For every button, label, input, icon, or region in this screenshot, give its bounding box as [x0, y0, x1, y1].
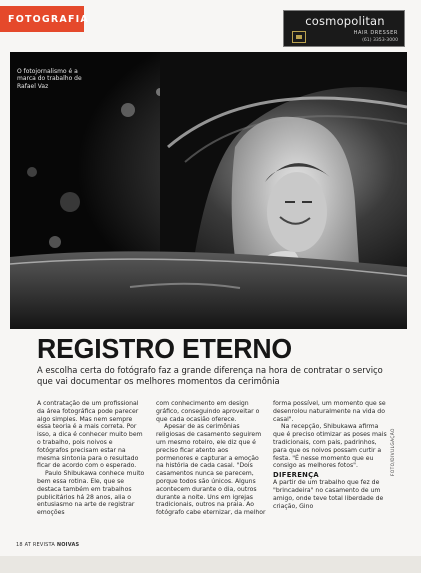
- article-title: REGISTRO ETERNO: [37, 333, 292, 364]
- page-folio: [16, 542, 79, 548]
- article-column-2: [156, 400, 266, 517]
- page-edge: [0, 556, 421, 573]
- body-paragraph: Paulo Shibukawa conhece muito bem essa rotina. Ele, que se destaca também em trabalhos publicitários há 28 anos, alia o entusiasmo na arte de registrar emoções: [37, 470, 145, 517]
- body-paragraph: A contratação de um profissional da área fotográfica pode parecer algo simples. Mas nem sempre essa teoria é a mais correta. Por isso, a dica é conhecer muito bem o trabalho, pois noivos e fotógrafos precisam estar na mesma sintonia para o resultado ficar de acordo com o esperado.: [37, 400, 143, 470]
- advertiser-phone: (61) 3353-3000: [362, 38, 398, 43]
- body-paragraph: Na recepção, Shibukawa afirma que é preciso otimizar as poses mais tradicionais, com pais, padrinhos, para que os noivos possam curtir a festa. "É nesse momento que eu consigo as melhores fotos".: [273, 423, 387, 470]
- advertiser-subtitle: HAIR DRESSER: [353, 30, 398, 36]
- bride-photo: [10, 52, 407, 329]
- body-paragraph: com conhecimento em design gráfico, conseguindo aproveitar o que cada ocasião oferece.: [156, 400, 260, 423]
- body-paragraph: forma possível, um momento que se desenrolou naturalmente na vida do casal".: [273, 400, 386, 423]
- advertiser-emblem-icon: [292, 31, 306, 43]
- photo-credit: FOTO/DIVULGAÇÃO: [391, 428, 396, 476]
- section-tag: FOTOGRAFIA: [0, 6, 84, 32]
- article-deck: A escolha certa do fotógrafo faz a grande diferença na hora de contratar o serviço que vai documentar os melhores momentos da cerimônia: [37, 365, 383, 386]
- body-paragraph: A partir de um trabalho que fez de "brincadeira" no casamento de um amigo, onde teve total liberdade de criação, Gino: [273, 479, 384, 510]
- publication-name: AT REVISTA: [24, 542, 56, 548]
- body-paragraph: Apesar de as cerimônias religiosas de casamento seguirem um mesmo roteiro, ele diz que é preciso ficar atento aos pormenores e capturar a emoção na história de cada casal. "Dois casamentos nunca se parecem, porque todos são únicos. Alguns acontecem durante o dia, outros durante a noite. Uns em igrejas tradicionais, outros na praia. Ao fotógrafo cabe eternizar, da melhor: [156, 423, 266, 517]
- photo-caption: O fotojornalismo é a marca do trabalho de Rafael Vaz: [17, 68, 82, 90]
- article-subhead: DIFERENÇA: [273, 471, 319, 480]
- advertiser-logo: [283, 10, 405, 47]
- page-number: 18: [16, 542, 23, 548]
- bride-in-car-illustration: [10, 52, 407, 329]
- article-column-1: [37, 400, 145, 517]
- article-column-3: [273, 400, 387, 510]
- advertiser-brand: cosmopolitan: [305, 14, 385, 28]
- folio-section: NOIVAS: [56, 542, 80, 548]
